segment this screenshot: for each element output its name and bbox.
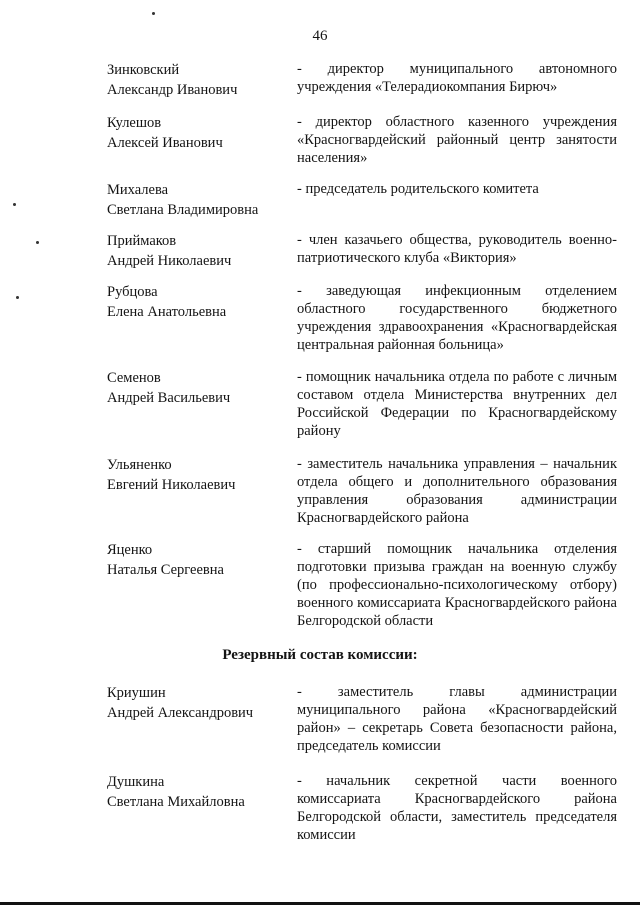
member-name (107, 683, 287, 723)
member-surname: Яценко (107, 542, 153, 558)
member-given-name: Андрей Николаевич (107, 253, 232, 269)
member-surname: Кулешов (107, 115, 162, 131)
member-surname: Криушин (107, 685, 166, 701)
member-name (107, 113, 287, 153)
member-name (107, 772, 287, 812)
member-role: - член казачьего общества, руководитель военно-патриотического клуба «Виктория» (297, 232, 617, 266)
member-role: - заведующая инфекционным отделением областного государственного бюджетного учреждения здравоохранения «Красногвардейская центральная районная больница» (297, 283, 617, 353)
member-given-name: Александр Иванович (107, 82, 238, 98)
scan-speck (16, 296, 19, 299)
member-role: - директор муниципального автономного учреждения «Телерадиокомпания Бирюч» (297, 61, 617, 95)
member-given-name: Андрей Александрович (107, 705, 254, 721)
member-surname: Семенов (107, 370, 161, 386)
member-name (107, 540, 287, 580)
member-surname: Михалева (107, 182, 169, 198)
scan-speck (13, 203, 16, 206)
member-given-name: Светлана Михайловна (107, 794, 245, 810)
member-surname: Рубцова (107, 284, 158, 300)
member-role: - председатель родительского комитета (297, 181, 539, 197)
member-given-name: Алексей Иванович (107, 135, 223, 151)
member-role: - заместитель начальника управления – начальник отдела общего и дополнительного образования управления образования администрации Красногвардейского района (297, 456, 617, 526)
member-role: - старший помощник начальника отделения подготовки призыва граждан на военную службу (по профессионально-психологическому отбору) военного комиссариата Красногвардейского района Белгородской области (297, 541, 617, 629)
member-given-name: Наталья Сергеевна (107, 562, 224, 578)
member-given-name: Светлана Владимировна (107, 202, 259, 218)
member-name (107, 231, 287, 271)
page-number: 46 (312, 28, 328, 44)
member-name (107, 282, 287, 322)
member-surname: Душкина (107, 774, 165, 790)
member-role: - помощник начальника отдела по работе с личным составом отдела Министерства внутренних дел Российской Федерации по Красногвардейскому району (297, 369, 617, 439)
member-surname: Приймаков (107, 233, 177, 249)
scan-speck (36, 241, 39, 244)
member-name (107, 368, 287, 408)
member-given-name: Евгений Николаевич (107, 477, 236, 493)
member-given-name: Андрей Васильевич (107, 390, 231, 406)
member-given-name: Елена Анатольевна (107, 304, 227, 320)
member-name (107, 180, 287, 220)
member-surname: Ульяненко (107, 457, 172, 473)
member-role: - начальник секретной части военного комиссариата Красногвардейского района Белгородской области, заместитель председателя комиссии (297, 773, 617, 843)
member-name (107, 60, 287, 100)
member-name (107, 455, 287, 495)
scan-speck (152, 12, 155, 15)
reserve-section-heading: Резервный состав комиссии: (222, 647, 418, 663)
member-role: - директор областного казенного учреждения «Красногвардейский районный центр занятости населения» (297, 114, 617, 166)
member-surname: Зинковский (107, 62, 180, 78)
member-role: - заместитель главы администрации муниципального района «Красногвардейский район» – секретарь Совета безопасности района, председатель комиссии (297, 684, 617, 754)
